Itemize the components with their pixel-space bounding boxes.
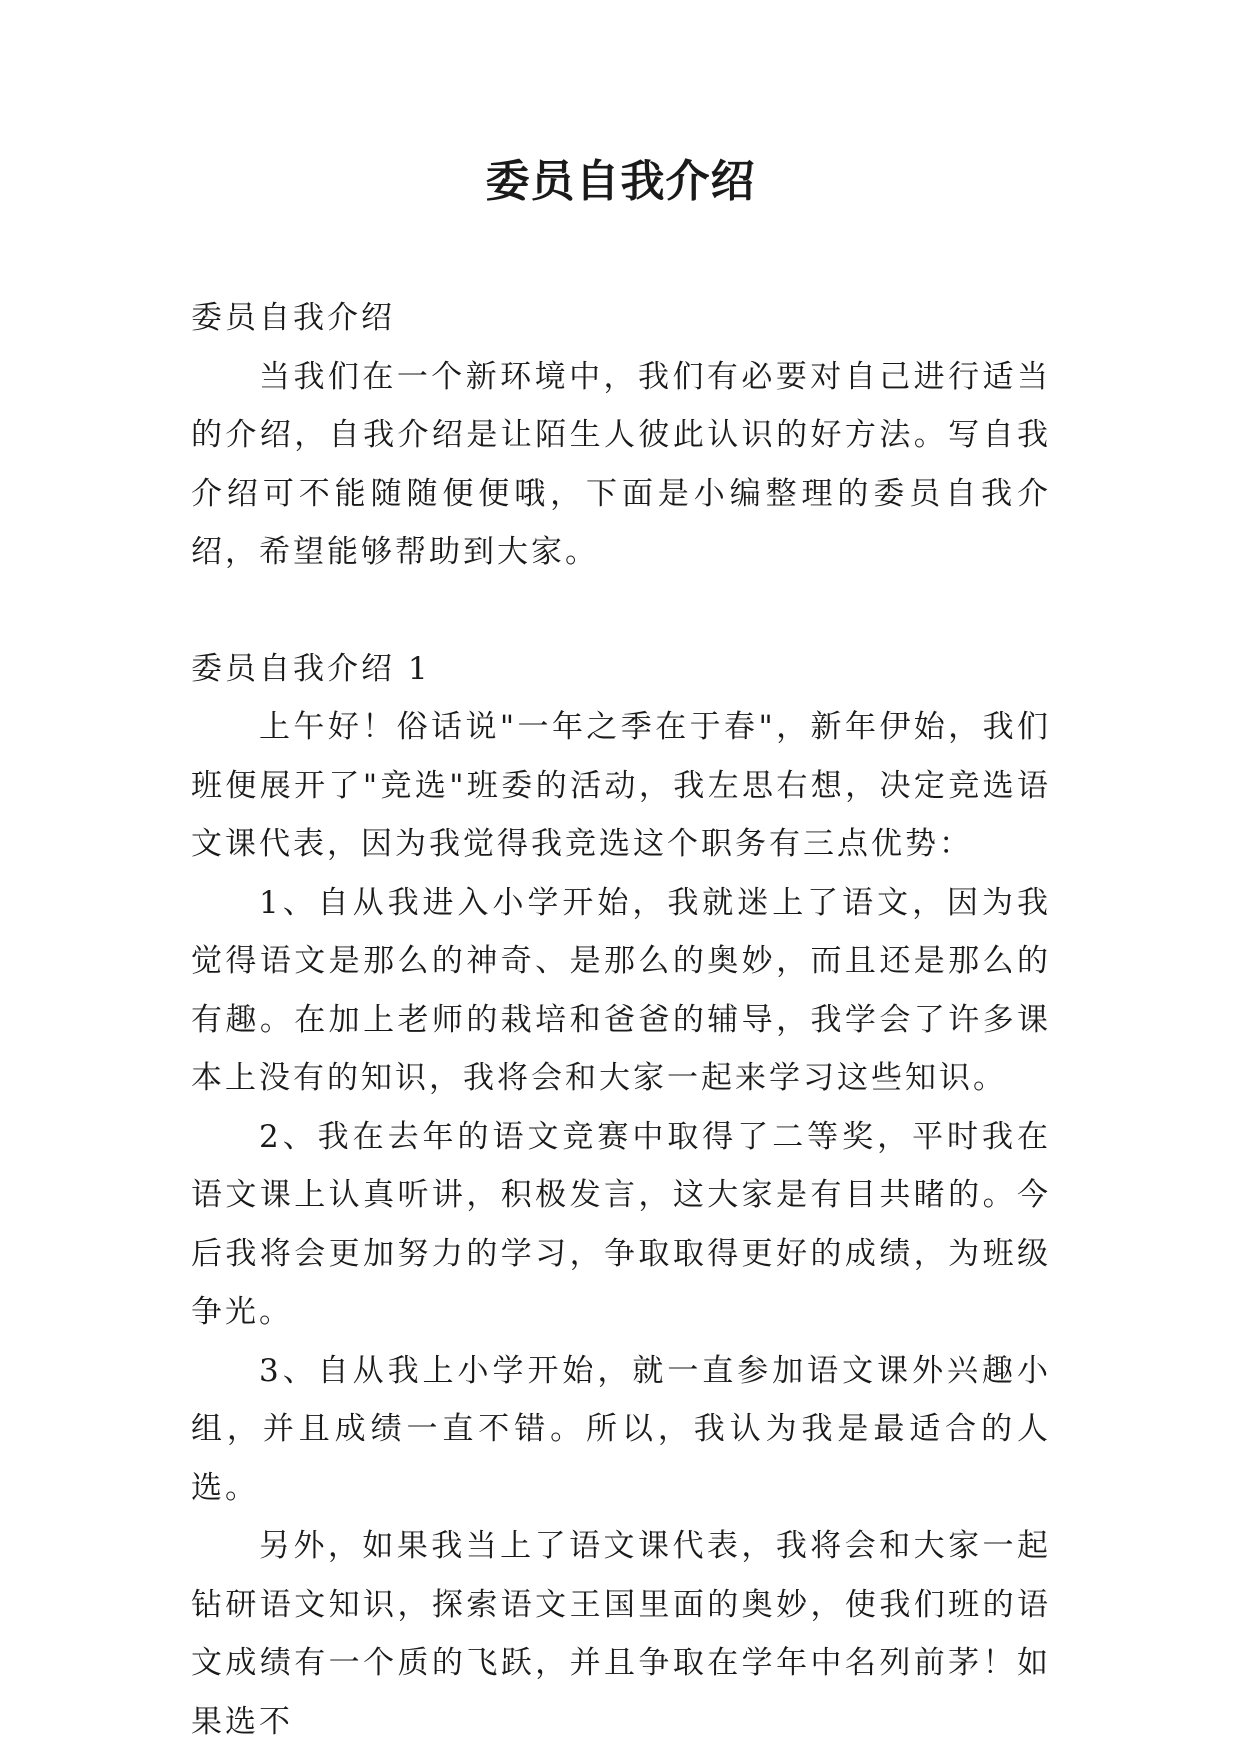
document-title: 委员自我介绍 xyxy=(485,156,756,207)
intro-heading: 委员自我介绍 xyxy=(191,300,395,336)
section1-paragraph: 1、自从我进入小学开始，我就迷上了语文，因为我觉得语文是那么的神奇、是那么的奥妙，而且还是那么的有趣。在加上老师的栽培和爸爸的辅导，我学会了许多课本上没有的知识，我将会和大家一起来学习这些知识。 xyxy=(191,884,1051,1096)
section1-paragraph: 2、我在去年的语文竞赛中取得了二等奖，平时我在语文课上认真听讲，积极发言，这大家是有目共睹的。今后我将会更加努力的学习，争取取得更好的成绩，为班级争光。 xyxy=(191,1118,1051,1330)
intro-paragraph: 当我们在一个新环境中，我们有必要对自己进行适当的介绍，自我介绍是让陌生人彼此认识的好方法。写自我介绍可不能随随便便哦，下面是小编整理的委员自我介绍，希望能够帮助到大家。 xyxy=(191,358,1051,570)
section-spacer xyxy=(191,582,1051,640)
section1-paragraph: 3、自从我上小学开始，就一直参加语文课外兴趣小组，并且成绩一直不错。所以，我认为我是最适合的人选。 xyxy=(191,1352,1051,1506)
section1-paragraph: 上午好！俗话说"一年之季在于春"，新年伊始，我们班便展开了"竞选"班委的活动，我左思右想，决定竞选语文课代表，因为我觉得我竞选这个职务有三点优势： xyxy=(191,709,1051,862)
section1-heading: 委员自我介绍 1 xyxy=(191,650,431,687)
document-body xyxy=(191,289,1051,1751)
section1-paragraph: 另外，如果我当上了语文课代表，我将会和大家一起钻研语文知识，探索语文王国里面的奥妙，使我们班的语文成绩有一个质的飞跃，并且争取在学年中名列前茅！如果选不 xyxy=(191,1528,1051,1740)
